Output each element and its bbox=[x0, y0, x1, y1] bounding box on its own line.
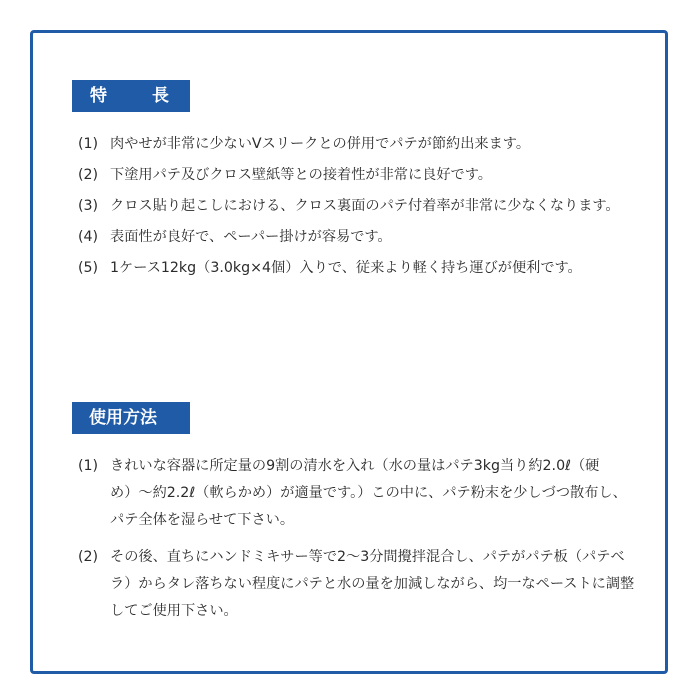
features-item-number: (2) bbox=[78, 167, 99, 183]
features-item-number: (4) bbox=[78, 229, 99, 245]
features-item-5 bbox=[78, 257, 638, 279]
features-item-1 bbox=[78, 133, 638, 155]
usage-item-number: (2) bbox=[78, 549, 99, 565]
features-item-2 bbox=[78, 164, 638, 186]
usage-item-1 bbox=[78, 453, 638, 534]
usage-item-2 bbox=[78, 544, 638, 625]
features-item-text: 下塗用パテ及びクロス壁紙等との接着性が非常に良好です。 bbox=[110, 167, 492, 183]
features-item-number: (5) bbox=[78, 260, 99, 276]
features-item-3 bbox=[78, 195, 638, 217]
features-item-number: (1) bbox=[78, 136, 99, 152]
features-list bbox=[78, 133, 638, 288]
features-item-text: 1ケース12kg（3.0kg×4個）入りで、従来より軽く持ち運びが便利です。 bbox=[110, 260, 582, 276]
usage-heading: 使用方法 bbox=[72, 402, 190, 434]
usage-item-text: きれいな容器に所定量の9割の清水を入れ（水の量はパテ3kg当り約2.0ℓ（硬め）〜約2.2ℓ（軟らかめ）が適量です。）この中に、パテ粉末を少しづつ散布し、パテ全体を湿らせて下さい。 bbox=[110, 458, 627, 528]
features-heading bbox=[72, 80, 190, 112]
features-heading-char2: 長 bbox=[152, 86, 169, 106]
features-heading-char1: 特 bbox=[90, 86, 107, 106]
features-item-text: クロス貼り起こしにおける、クロス裏面のパテ付着率が非常に少なくなります。 bbox=[110, 198, 620, 214]
features-item-number: (3) bbox=[78, 198, 99, 214]
usage-item-number: (1) bbox=[78, 458, 99, 474]
usage-list bbox=[78, 453, 638, 635]
features-item-4 bbox=[78, 226, 638, 248]
features-item-text: 肉やせが非常に少ないVスリークとの併用でパテが節約出来ます。 bbox=[110, 136, 531, 152]
usage-item-text: その後、直ちにハンドミキサー等で2〜3分間攪拌混合し、パテがパテ板（パテベラ）からタレ落ちない程度にパテと水の量を加減しながら、均一なペーストに調整してご使用下さい。 bbox=[110, 549, 635, 619]
features-item-text: 表面性が良好で、ペーパー掛けが容易です。 bbox=[110, 229, 392, 245]
